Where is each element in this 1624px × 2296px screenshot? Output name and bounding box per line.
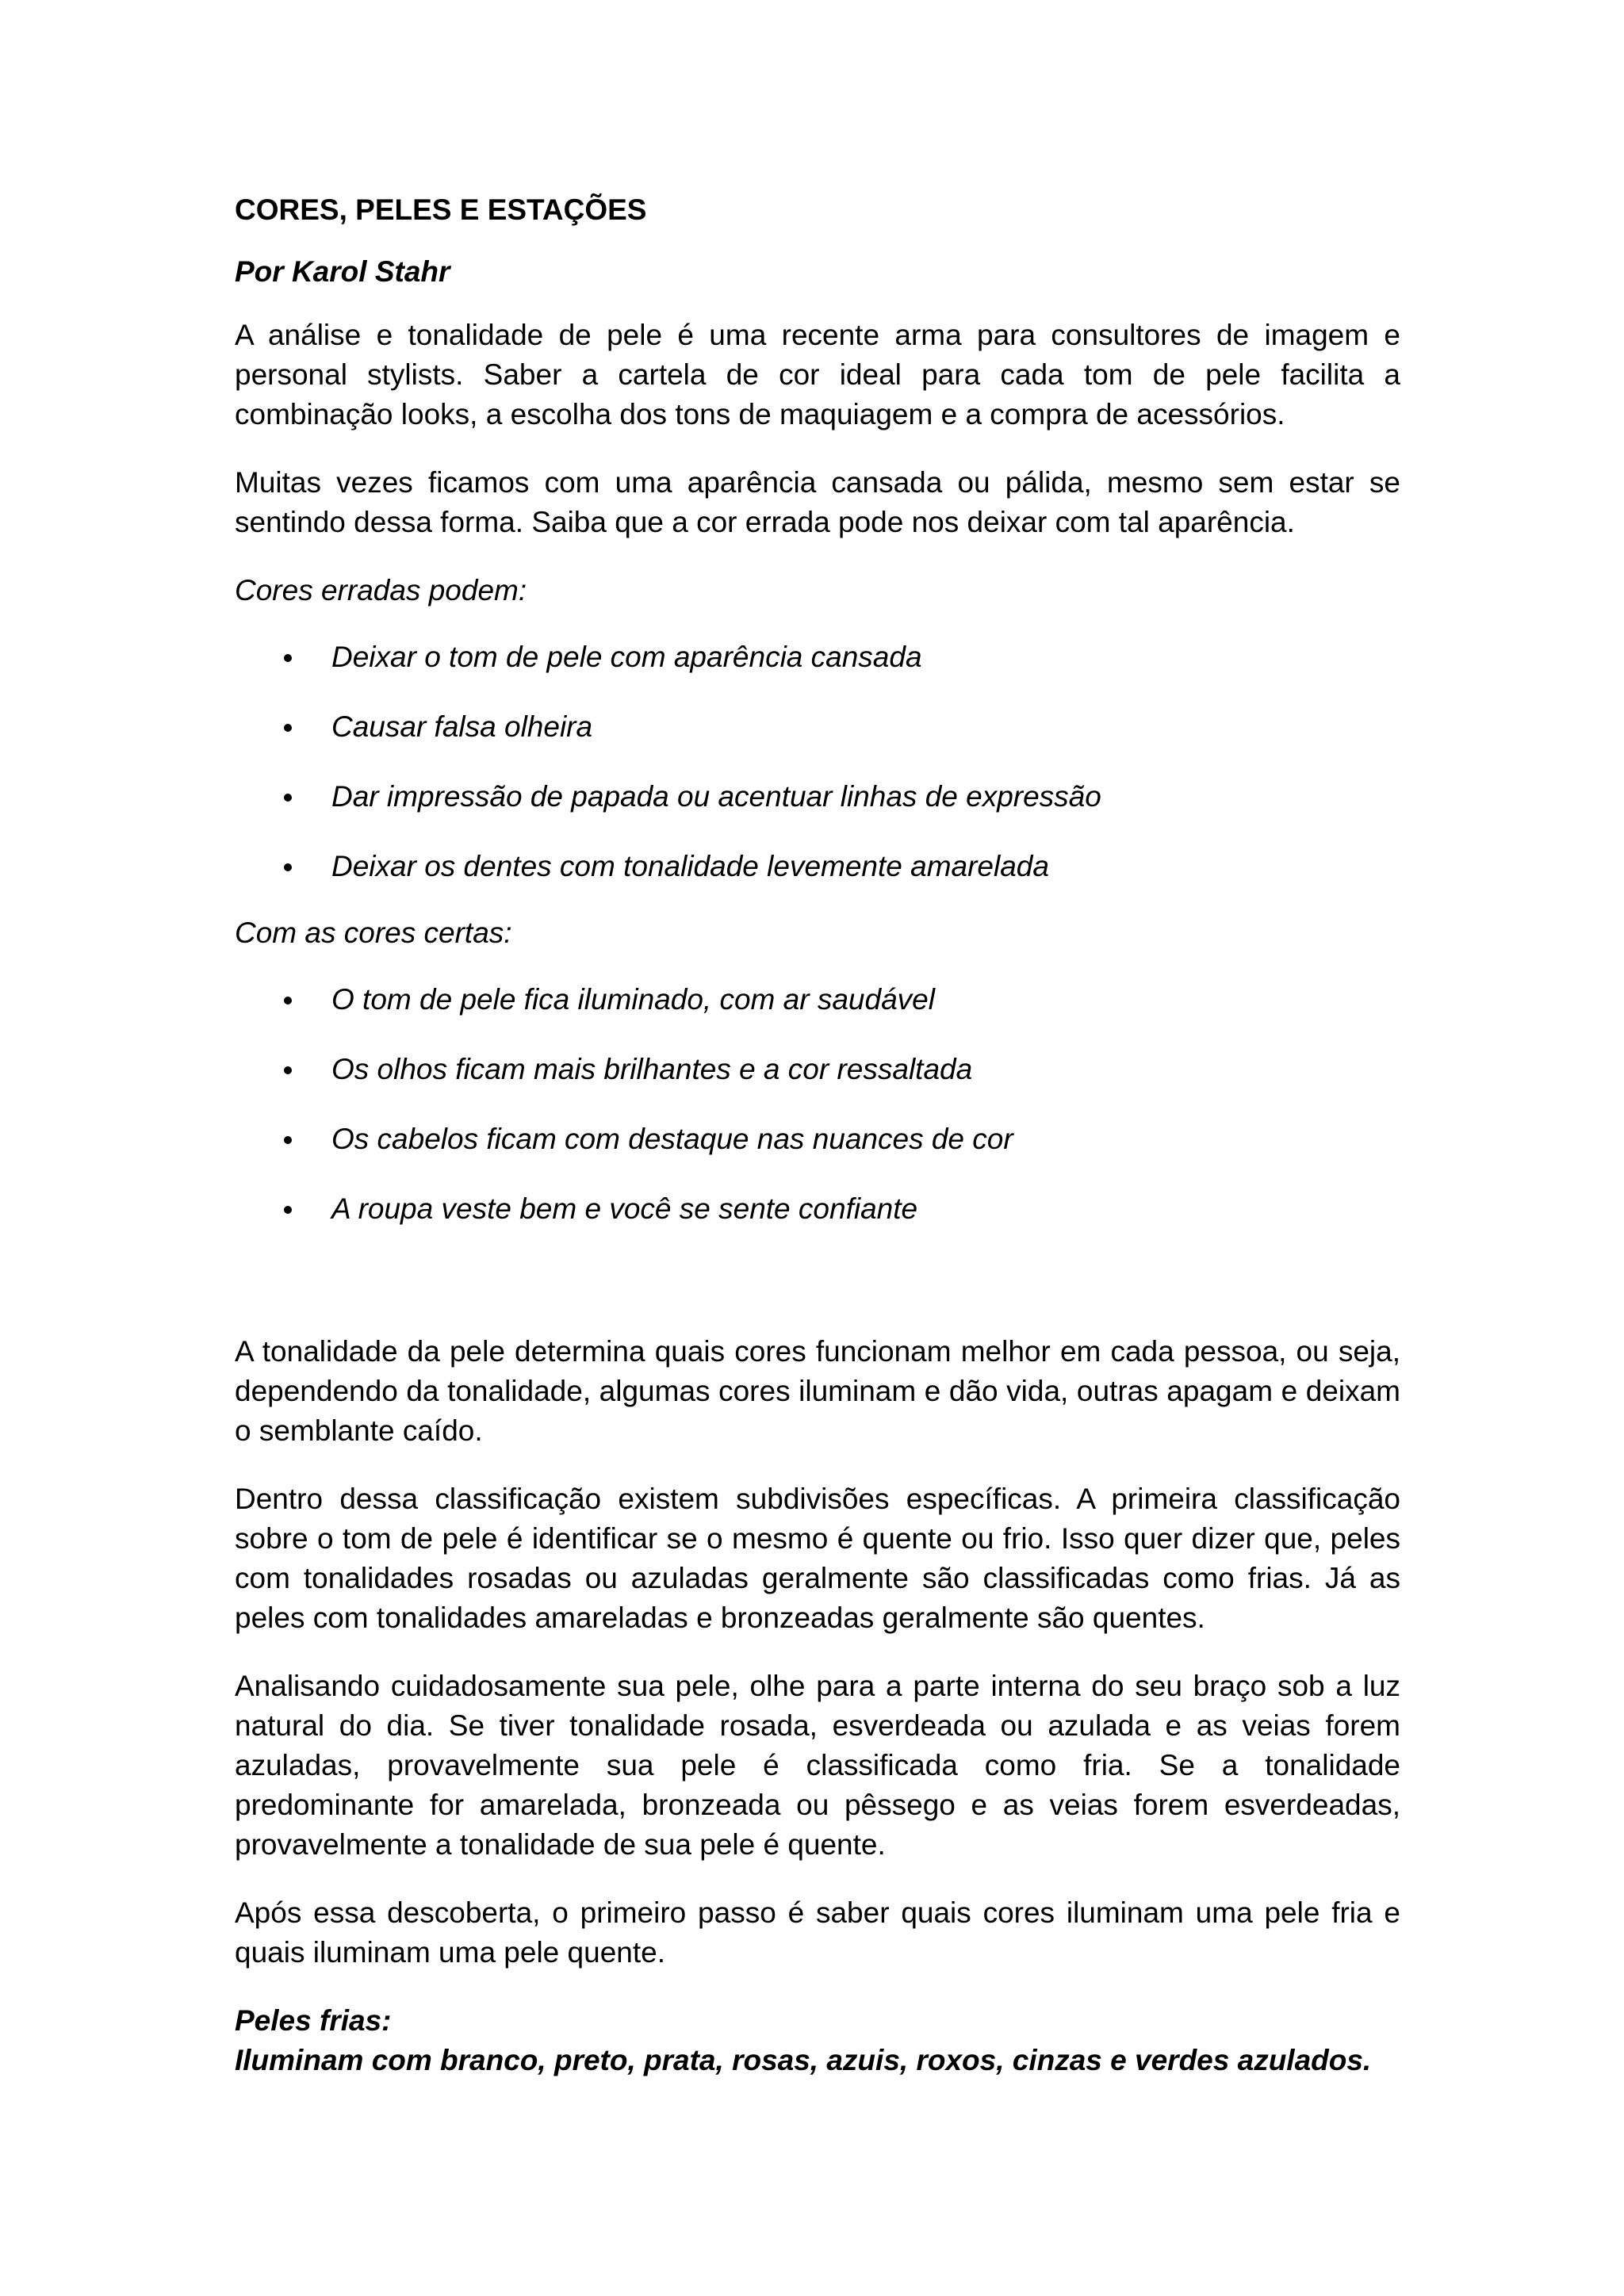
body-paragraph: Após essa descoberta, o primeiro passo é saber quais cores iluminam uma pele fria e quais iluminam uma pele quente.: [235, 1896, 1400, 1969]
bullet-icon: [284, 1066, 292, 1074]
bullet-icon: [284, 794, 292, 802]
list-item: [235, 847, 1400, 886]
list-item: [235, 1189, 1400, 1229]
right-colors-lead: Com as cores certas:: [235, 916, 512, 949]
list-item-text: Dar impressão de papada ou acentuar linhas de expressão: [331, 780, 1101, 813]
list-item: [235, 777, 1400, 817]
intro-paragraph: A análise e tonalidade de pele é uma recente arma para consultores de imagem e personal stylists. Saber a cartela de cor ideal para cada tom de pele facilita a combinação looks, a escolha dos tons de maquiagem e a compra de acessórios.: [235, 319, 1400, 430]
right-colors-list: [235, 980, 1400, 1229]
bullet-icon: [284, 724, 292, 732]
list-item-text: O tom de pele fica iluminado, com ar saudável: [331, 983, 935, 1016]
list-item-text: Os cabelos ficam com destaque nas nuances de cor: [331, 1123, 1013, 1155]
bullet-icon: [284, 1206, 292, 1214]
list-item-text: Deixar o tom de pele com aparência cansada: [331, 641, 922, 673]
list-item: [235, 637, 1400, 677]
document-page: [235, 190, 1400, 2080]
section-spacer: [235, 1256, 1400, 1332]
list-item: [235, 707, 1400, 747]
list-item-text: Causar falsa olheira: [331, 710, 593, 743]
wrong-colors-lead: Cores erradas podem:: [235, 574, 527, 607]
document-title: CORES, PELES E ESTAÇÕES: [235, 193, 647, 226]
list-item-text: A roupa veste bem e você se sente confiante: [331, 1192, 918, 1225]
intro-paragraph: Muitas vezes ficamos com uma aparência cansada ou pálida, mesmo sem estar se sentindo dessa forma. Saiba que a cor errada pode nos deixar com tal aparência.: [235, 466, 1400, 538]
list-item: [235, 1119, 1400, 1159]
body-paragraph: Dentro dessa classificação existem subdivisões específicas. A primeira classificação sobre o tom de pele é identificar se o mesmo é quente ou frio. Isso quer dizer que, peles com tonalidades rosadas ou azuladas geralmente são classificadas como frias. Já as peles com tonalidades amareladas e bronzeadas geralmente são quentes.: [235, 1483, 1400, 1634]
bullet-icon: [284, 863, 292, 871]
list-item-text: Os olhos ficam mais brilhantes e a cor ressaltada: [331, 1053, 973, 1085]
list-item: [235, 1050, 1400, 1089]
body-paragraph: A tonalidade da pele determina quais cores funcionam melhor em cada pessoa, ou seja, dependendo da tonalidade, algumas cores iluminam e dão vida, outras apagam e deixam o semblante caído.: [235, 1335, 1400, 1447]
cold-skin-heading: Peles frias:: [235, 2004, 392, 2037]
list-item-text: Deixar os dentes com tonalidade levemente amarelada: [331, 850, 1049, 882]
list-item: [235, 980, 1400, 1020]
body-paragraph: Analisando cuidadosamente sua pele, olhe para a parte interna do seu braço sob a luz natural do dia. Se tiver tonalidade rosada, esverdeada ou azulada e as veias forem azuladas, provavelmente sua pele é classificada como fria. Se a tonalidade predominante for amarelada, bronzeada ou pêssego e as veias forem esverdeadas, provavelmente a tonalidade de sua pele é quente.: [235, 1670, 1400, 1861]
wrong-colors-list: [235, 637, 1400, 886]
bullet-icon: [284, 654, 292, 662]
document-author: Por Karol Stahr: [235, 255, 450, 288]
bullet-icon: [284, 997, 292, 1004]
cold-skin-text: Iluminam com branco, preto, prata, rosas, azuis, roxos, cinzas e verdes azulados.: [235, 2044, 1372, 2076]
bullet-icon: [284, 1136, 292, 1144]
